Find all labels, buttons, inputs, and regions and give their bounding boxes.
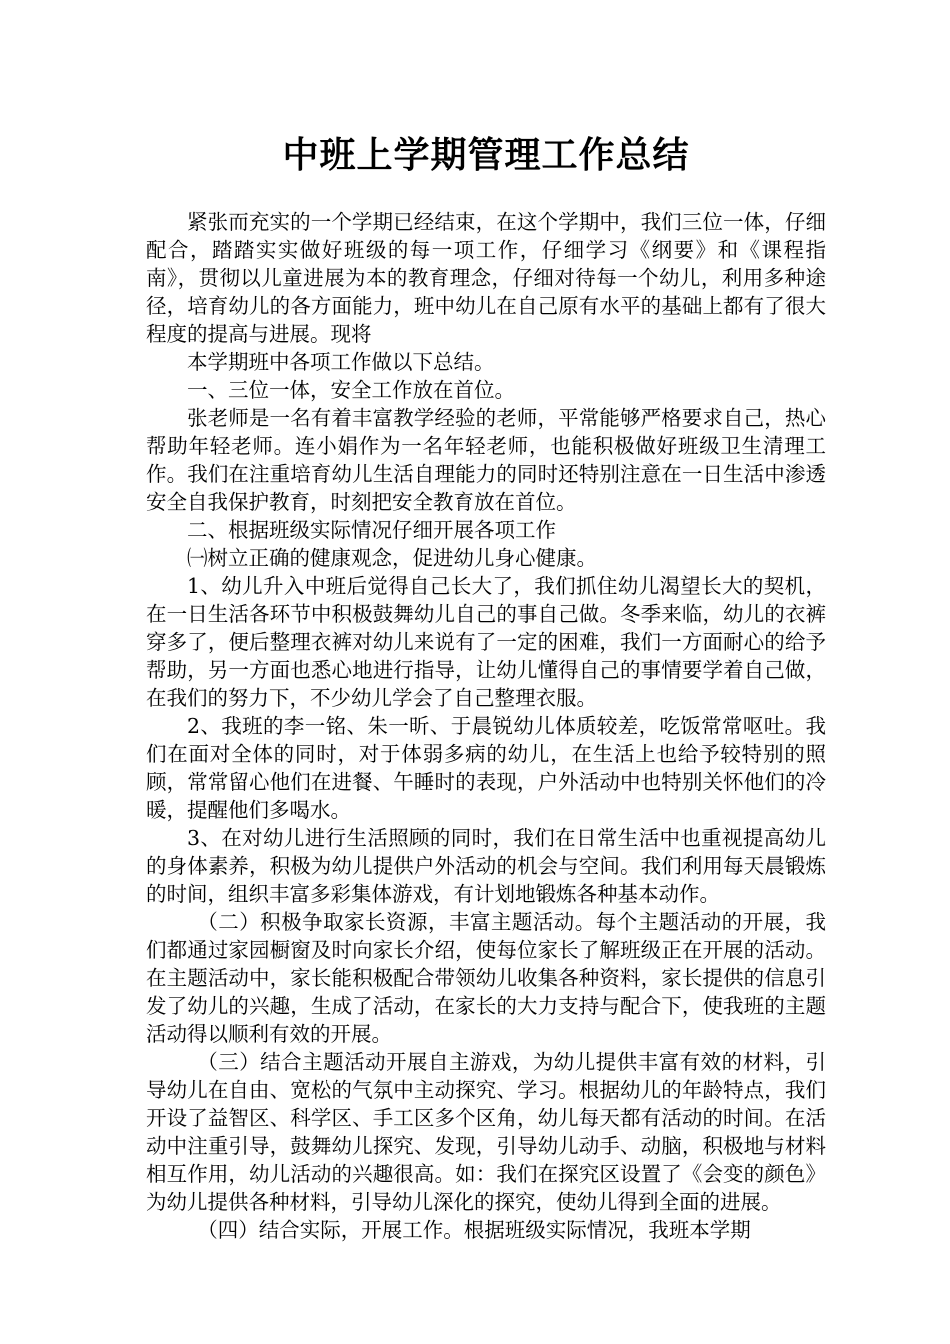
section-heading-1: 一、三位一体，安全工作放在首位。 <box>187 378 515 402</box>
paragraph-subsection-4: （四）结合实际，开展工作。根据班级实际情况，我班本学期 <box>197 1218 751 1242</box>
subsection-heading-1: ㈠树立正确的健康观念，促进幼儿身心健康。 <box>187 546 597 570</box>
document-title: 中班上学期管理工作总结 <box>282 135 690 176</box>
paragraph-item-2: 2、我班的李一铭、朱一昕、于晨锐幼儿体质较差，吃饭常常呕吐。我们在面对全体的同时，对于体弱多病的幼儿，在生活上也给予较特别的照顾，常常留心他们在进餐、午睡时的表现，户外活动中也特别关怀他们的冷暖，提醒他们多喝水。 <box>146 714 826 822</box>
paragraph-intro-continued: 本学期班中各项工作做以下总结。 <box>187 350 495 374</box>
section-heading-2: 二、根据班级实际情况仔细开展各项工作 <box>187 518 556 542</box>
paragraph-teachers: 张老师是一名有着丰富教学经验的老师，平常能够严格要求自己，热心帮助年轻老师。连小娟作为一名年轻老师，也能积极做好班级卫生清理工作。我们在注重培育幼儿生活自理能力的同时还特别注意在一日生活中渗透安全自我保护教育，时刻把安全教育放在首位。 <box>146 406 826 514</box>
paragraph-intro: 紧张而充实的一个学期已经结束，在这个学期中，我们三位一体，仔细配合，踏踏实实做好班级的每一项工作，仔细学习《纲要》和《课程指南》，贯彻以儿童进展为本的教育理念，仔细对待每一个幼儿，利用多种途径，培育幼儿的各方面能力，班中幼儿在自己原有水平的基础上都有了很大程度的提高与进展。现将 <box>146 210 826 346</box>
paragraph-item-3: 3、在对幼儿进行生活照顾的同时，我们在日常生活中也重视提高幼儿的身体素养，积极为幼儿提供户外活动的机会与空间。我们利用每天晨锻炼的时间，组织丰富多彩集体游戏，有计划地锻炼各种基本动作。 <box>146 826 826 906</box>
paragraph-subsection-3: （三）结合主题活动开展自主游戏，为幼儿提供丰富有效的材料，引导幼儿在自由、宽松的气氛中主动探究、学习。根据幼儿的年龄特点，我们开设了益智区、科学区、手工区多个区角，幼儿每天都有活动的时间。在活动中注重引导，鼓舞幼儿探究、发现，引导幼儿动手、动脑，积极地与材料相互作用，幼儿活动的兴趣很高。如：我们在探究区设置了《会变的颜色》为幼儿提供各种材料，引导幼儿深化的探究，使幼儿得到全面的进展。 <box>146 1050 826 1214</box>
paragraph-subsection-2: （二）积极争取家长资源，丰富主题活动。每个主题活动的开展，我们都通过家园橱窗及时向家长介绍，使每位家长了解班级正在开展的活动。在主题活动中，家长能积极配合带领幼儿收集各种资料，家长提供的信息引发了幼儿的兴趣，生成了活动，在家长的大力支持与配合下，使我班的主题活动得以顺利有效的开展。 <box>146 910 826 1046</box>
paragraph-item-1: 1、幼儿升入中班后觉得自己长大了，我们抓住幼儿渴望长大的契机，在一日生活各环节中积极鼓舞幼儿自己的事自己做。冬季来临，幼儿的衣裤穿多了，便后整理衣裤对幼儿来说有了一定的困难，我们一方面耐心的给予帮助，另一方面也悉心地进行指导，让幼儿懂得自己的事情要学着自己做，在我们的努力下，不少幼儿学会了自己整理衣服。 <box>146 574 826 710</box>
document-body <box>146 208 826 1244</box>
